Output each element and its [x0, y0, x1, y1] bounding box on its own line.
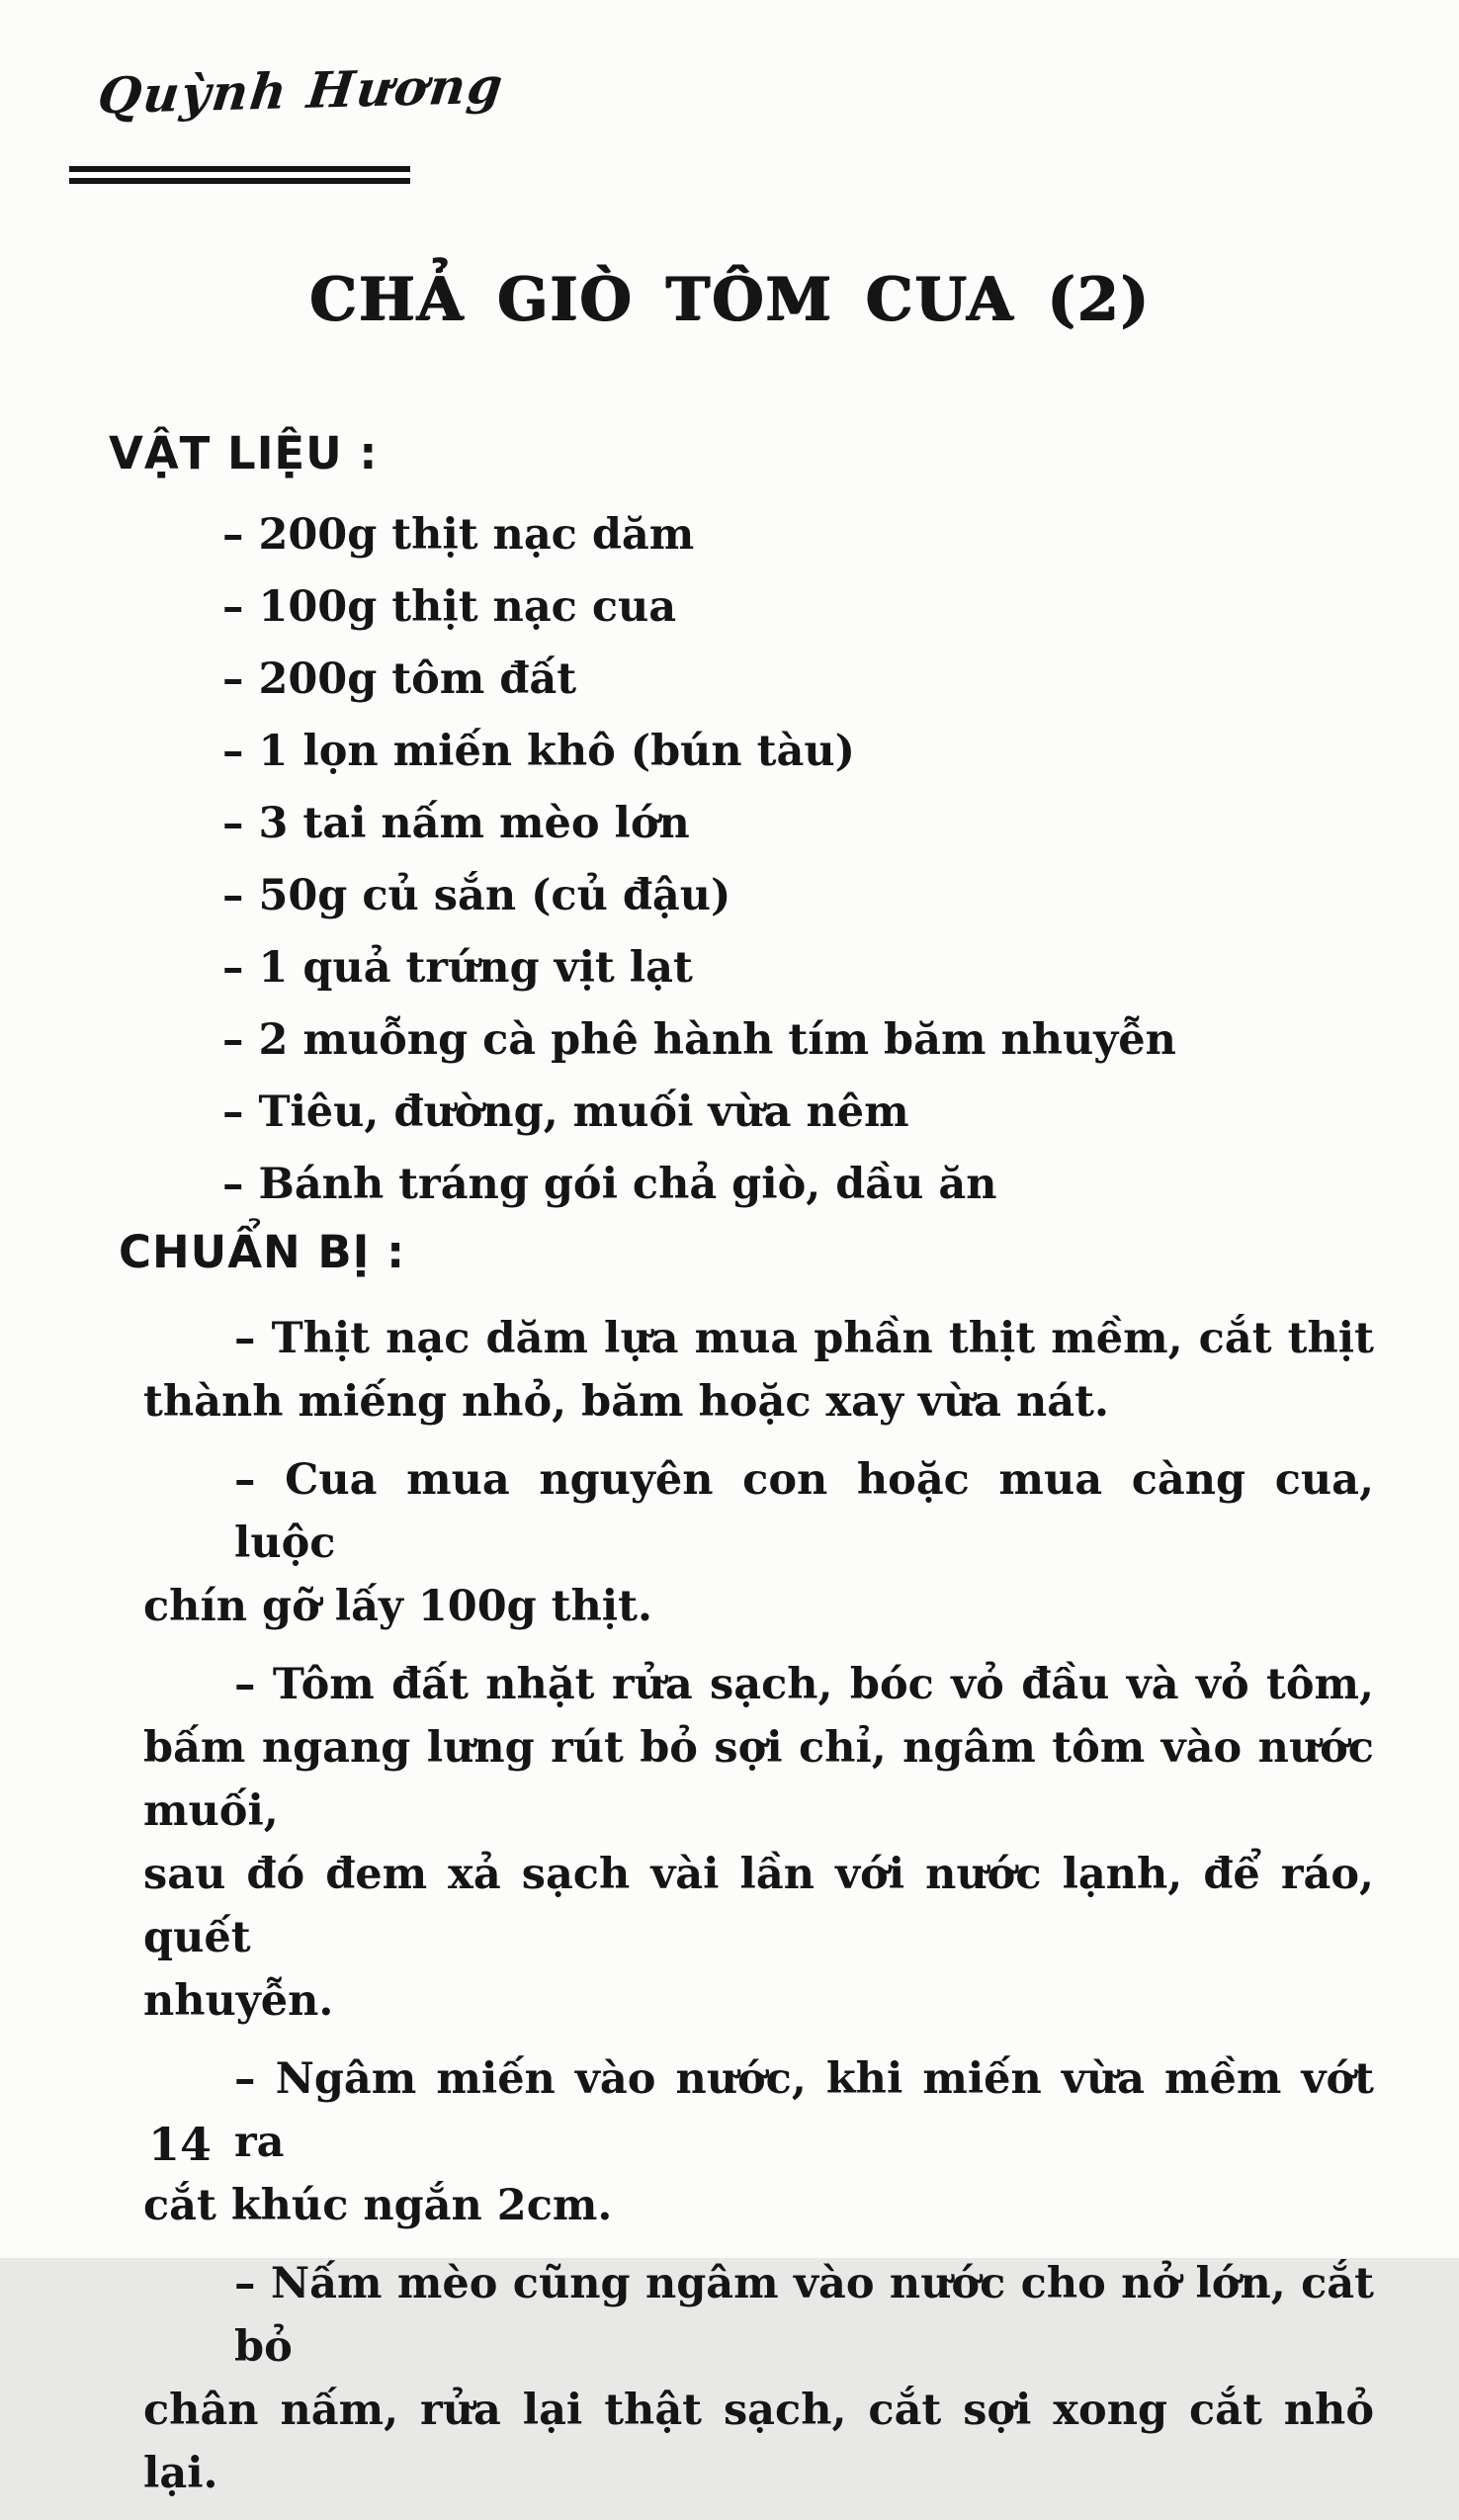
paragraph-line: – Thịt nạc dăm lựa mua phần thịt mềm, cắt thịt — [234, 1314, 1374, 1363]
ingredient-item: – 50g củ sắn (củ đậu) — [222, 871, 731, 920]
paragraph-line: – Ngâm miến vào nước, khi miến vừa mềm vớt ra — [234, 2054, 1374, 2167]
logo-underline — [69, 166, 410, 172]
publisher-logo — [69, 55, 508, 190]
publisher-logo-text: Quỳnh Hương — [94, 55, 508, 126]
ingredient-item: – Bánh tráng gói chả giò, dầu ăn — [222, 1160, 997, 1209]
ingredient-item: – 200g thịt nạc dăm — [222, 510, 695, 560]
ingredient-item: – Tiêu, đường, muối vừa nêm — [222, 1087, 909, 1137]
paragraph-line: chín gỡ lấy 100g thịt. — [143, 1582, 652, 1631]
ingredient-item: – 3 tai nấm mèo lớn — [222, 799, 690, 848]
paragraph-line: sau đó đem xả sạch vài lần với nước lạnh, để ráo, quết — [143, 1850, 1374, 1962]
paragraph-line: – Cua mua nguyên con hoặc mua càng cua, luộc — [234, 1455, 1374, 1568]
preparation-paragraphs — [143, 1307, 1374, 2520]
logo-underline — [69, 178, 410, 184]
paragraph-line: nhuyễn. — [143, 1976, 334, 2026]
paragraph-line: thành miếng nhỏ, băm hoặc xay vừa nát. — [143, 1377, 1109, 1427]
ingredient-item: – 1 lọn miến khô (bún tàu) — [222, 727, 855, 776]
paragraph-line: – Nấm mèo cũng ngâm vào nước cho nở lớn, cắt bỏ — [234, 2259, 1374, 2372]
ingredient-item: – 1 quả trứng vịt lạt — [222, 943, 693, 993]
ingredient-list — [222, 499, 1310, 1221]
paragraph-line: – Tôm đất nhặt rửa sạch, bóc vỏ đầu và vỏ tôm, — [234, 1660, 1374, 1709]
ingredients-heading: VẬT LIỆU : — [109, 427, 379, 479]
prep-paragraph — [143, 1307, 1374, 1434]
paragraph-line: chân nấm, rửa lại thật sạch, cắt sợi xong cắt nhỏ lại. — [143, 2386, 1374, 2498]
prep-paragraph — [143, 1448, 1374, 1638]
ingredient-item: – 200g tôm đất — [222, 654, 577, 704]
ingredient-item: – 2 muỗng cà phê hành tím băm nhuyễn — [222, 1015, 1176, 1065]
ingredient-item: – 100g thịt nạc cua — [222, 582, 677, 632]
prep-paragraph — [143, 2252, 1374, 2505]
paragraph-line: cắt khúc ngắn 2cm. — [143, 2181, 613, 2230]
paragraph-line: bấm ngang lưng rút bỏ sợi chỉ, ngâm tôm vào nước muối, — [143, 1723, 1374, 1836]
recipe-title: CHẢ GIÒ TÔM CUA (2) — [308, 265, 1151, 334]
prep-paragraph — [143, 2047, 1374, 2237]
prep-paragraph — [143, 1653, 1374, 2033]
page-number: 14 — [148, 2118, 213, 2171]
preparation-heading: CHUẨN BỊ : — [119, 1226, 406, 1278]
